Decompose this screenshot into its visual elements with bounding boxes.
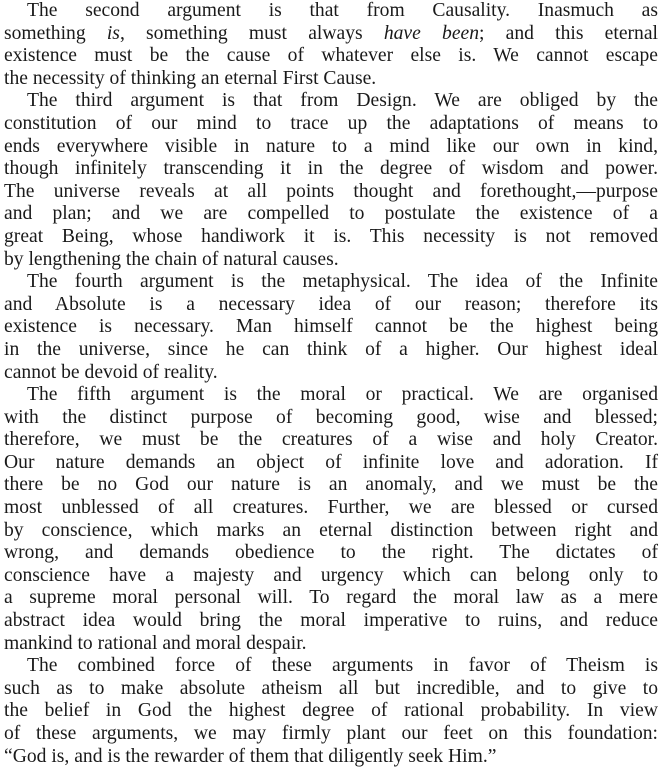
text-line: The universe reveals at all points thought and forethought,—purpose	[4, 180, 658, 202]
text-line: constitution of our mind to trace up the adaptations of means to	[4, 112, 658, 134]
text-line: though infinitely transcending it in the degree of wisdom and power.	[4, 158, 658, 180]
text-line: in the universe, since he can think of a higher. Our highest ideal	[4, 338, 658, 360]
text-line: therefore, we must be the creatures of a wise and holy Creator.	[4, 429, 658, 451]
text-line: “God is, and is the rewarder of them that diligently seek Him.”	[4, 745, 497, 767]
text-line: by lengthening the chain of natural causes.	[4, 248, 339, 270]
text-line: mankind to rational and moral despair.	[4, 632, 307, 654]
text-line: abstract idea would bring the moral imperative to ruins, and reduce	[4, 610, 658, 632]
text-line: The fourth argument is the metaphysical. The idea of the Infinite	[27, 271, 659, 293]
paragraph-metaphysical	[4, 271, 658, 384]
text-line: conscience have a majesty and urgency which can belong only to	[4, 564, 658, 586]
text-line: the necessity of thinking an eternal First Cause.	[4, 67, 377, 89]
paragraph-conclusion	[4, 655, 658, 768]
text-line: cannot be devoid of reality.	[4, 361, 218, 383]
text-line: Our nature demands an object of infinite love and adoration. If	[4, 451, 658, 473]
text-line: and plan; and we are compelled to postulate the existence of a	[4, 203, 658, 225]
text-line: such as to make absolute atheism all but incredible, and to give to	[4, 677, 659, 699]
text-line: The third argument is that from Design. We are obliged by the	[27, 90, 658, 112]
text-line: of these arguments, we may firmly plant our feet on this foundation:	[4, 723, 658, 744]
text-line: by conscience, which marks an eternal distinction between right and	[4, 519, 658, 541]
text-line: a supreme moral personal will. To regard the moral law as a mere	[4, 587, 658, 609]
text-line: The second argument is that from Causality. Inasmuch as	[27, 0, 658, 21]
text-line: with the distinct purpose of becoming good, wise and blessed;	[4, 406, 658, 428]
paragraph-moral	[4, 384, 658, 655]
text-line: existence must be the cause of whatever else is. We cannot escape	[4, 45, 658, 67]
paragraph-design	[4, 90, 658, 271]
text-line: great Being, whose handiwork it is. This necessity is not removed	[4, 225, 658, 247]
text-line: something is, something must always have been; and this eternal	[4, 22, 658, 44]
text-line: wrong, and demands obedience to the right. The dictates of	[4, 542, 658, 564]
document-page	[4, 0, 658, 768]
text-line: ends everywhere visible in nature to a mind like our own in kind,	[4, 135, 659, 157]
text-line: The fifth argument is the moral or practical. We are organised	[27, 384, 658, 406]
paragraph-causality	[4, 0, 658, 90]
text-line: and Absolute is a necessary idea of our reason; therefore its	[4, 293, 658, 315]
text-line: existence is necessary. Man himself cannot be the highest being	[4, 316, 658, 338]
text-line: there be no God our nature is an anomaly, and we must be the	[4, 474, 658, 496]
text-line: The combined force of these arguments in favor of Theism is	[27, 655, 658, 677]
text-line: the belief in God the highest degree of rational probability. In view	[4, 700, 658, 722]
text-line: most unblessed of all creatures. Further, we are blessed or cursed	[4, 497, 658, 519]
